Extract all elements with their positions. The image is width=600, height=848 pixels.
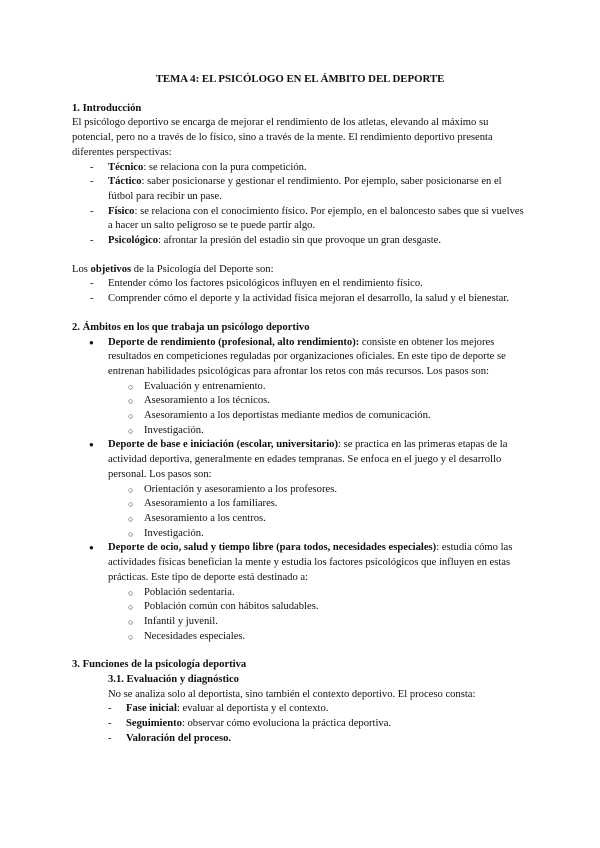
- list-item: ● Deporte de rendimiento (profesional, alto rendimiento): consiste en obtener los mejores resultados en competiciones reguladas por organizaciones oficiales. En este tipo de deporte se entrenan habilidades psicológicas para afrontar los retos con más recursos. Los pasos son: ○ Evaluación y entrenamiento. ○ Asesoramiento a los técnicos. ○ Asesoramiento a los deportistas mediante medios de comunicación. ○ Investigación.: [72, 336, 528, 439]
- list-item: ● Deporte de base e iniciación (escolar, universitario): se practica en las primeras etapas de la actividad deportiva, generalmente en edades tempranas. Se enfoca en el juego y el desarrollo personal. Los pasos son: ○ Orientación y asesoramiento a los profesores. ○ Asesoramiento a los familiares. ○ Asesoramiento a los centros. ○ Investigación.: [72, 438, 528, 541]
- section-1-heading: 1. Introducción: [72, 102, 142, 114]
- list-item: ○ Evaluación y entrenamiento.: [108, 380, 528, 395]
- list-item: ○ Asesoramiento a los familiares.: [108, 497, 528, 512]
- section-2-heading: 2. Ámbitos en los que trabaja un psicólogo deportivo: [72, 321, 310, 333]
- list-item: ○ Orientación y asesoramiento a los profesores.: [108, 483, 528, 498]
- page-title: TEMA 4: EL PSICÓLOGO EN EL ÁMBITO DEL DEPORTE: [155, 73, 445, 85]
- steps-list: [108, 586, 528, 645]
- list-item: ○ Necesidades especiales.: [108, 630, 528, 645]
- steps-list: [108, 380, 528, 439]
- list-item: - Táctico: saber posicionarse y gestionar el rendimiento. Por ejemplo, saber posicionarse en el fútbol para recibir un pase.: [72, 175, 528, 204]
- perspectives-list: [72, 161, 528, 249]
- subsection-3-1-heading: 3.1. Evaluación y diagnóstico: [108, 674, 239, 686]
- list-item: - Seguimiento: observar cómo evoluciona la práctica deportiva.: [72, 717, 528, 732]
- list-item: - Valoración del proceso.: [72, 732, 528, 747]
- list-item: - Psicológico: afrontar la presión del estadio sin que provoque un gran desgaste.: [72, 234, 528, 249]
- list-item: ○ Investigación.: [108, 424, 528, 439]
- list-item: - Físico: se relaciona con el conocimiento físico. Por ejemplo, en el baloncesto sabes que si vuelves a hacer un salto peligroso se te puede partir algo.: [72, 205, 528, 234]
- list-item: - Comprender cómo el deporte y la actividad física mejoran el desarrollo, la salud y el bienestar.: [72, 292, 528, 307]
- list-item: ● Deporte de ocio, salud y tiempo libre (para todos, necesidades especiales): estudia cómo las actividades físicas benefician la mente y estudia los factores psicológicos que influyen en estas prácticas. Este tipo de deporte está destinado a: ○ Población sedentaria. ○ Población común con hábitos saludables. ○ Infantil y juvenil. ○ Necesidades especiales.: [72, 541, 528, 644]
- phases-list: [72, 702, 528, 746]
- list-item: ○ Asesoramiento a los centros.: [108, 512, 528, 527]
- subsection-3-1-text: No se analiza solo al deportista, sino también el contexto deportivo. El proceso consta:: [108, 688, 476, 700]
- list-item: ○ Asesoramiento a los técnicos.: [108, 394, 528, 409]
- list-item: ○ Población sedentaria.: [108, 586, 528, 601]
- list-item: - Fase inicial: evaluar al deportista y el contexto.: [72, 702, 528, 717]
- intro-paragraph: El psicólogo deportivo se encarga de mejorar el rendimiento de los atletas, elevando al máximo su potencial, pero no a través de lo físico, sino a través de la mente. El rendimiento deportivo presenta diferentes perspectivas:: [72, 117, 493, 158]
- list-item: ○ Población común con hábitos saludables.: [108, 600, 528, 615]
- list-item: - Entender cómo los factores psicológicos influyen en el rendimiento físico.: [72, 277, 528, 292]
- objectives-list: [72, 277, 528, 306]
- list-item: ○ Infantil y juvenil.: [108, 615, 528, 630]
- list-item: - Técnico: se relaciona con la pura competición.: [72, 161, 528, 176]
- list-item: ○ Investigación.: [108, 527, 528, 542]
- objectives-intro: Los objetivos de la Psicología del Deporte son:: [72, 263, 274, 275]
- section-3-heading: 3. Funciones de la psicología deportiva: [72, 659, 247, 671]
- steps-list: [108, 483, 528, 542]
- areas-list: [72, 336, 528, 645]
- list-item: ○ Asesoramiento a los deportistas mediante medios de comunicación.: [108, 409, 528, 424]
- document-page: [72, 72, 528, 747]
